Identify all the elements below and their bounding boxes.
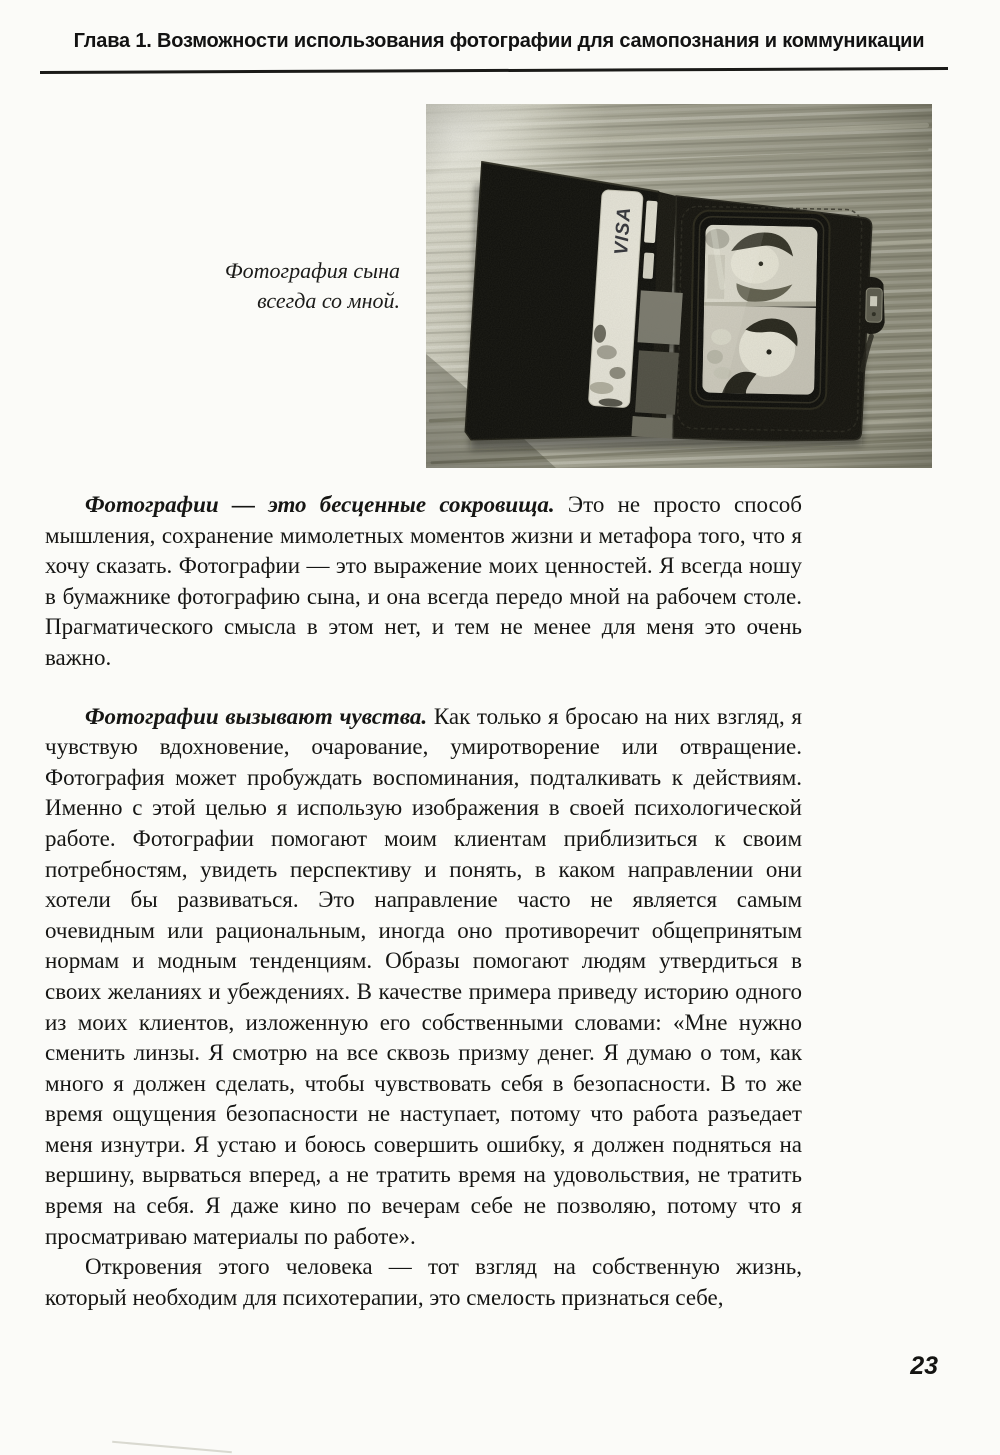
page-number: 23 [910,1352,938,1380]
figure-caption [45,256,400,316]
figure-caption-line2: всегда со мной. [257,288,400,313]
paragraph-1-text: Это не просто способ мышления, сохранение мимолетных моментов жизни и метафора того, что я хочу сказать. Фотографии — это выражение моих ценностей. Я всегда ношу в бумажнике фотографию сына, и она всегда передо мной на рабочем столе. Прагматического смысла в этом нет, и тем не менее для меня это очень важно. [45,492,802,670]
wallet-photo [426,104,932,468]
paragraph-3-text: Откровения этого человека — тот взгляд на собственную жизнь, который необходим для психотерапии, это смелость признаться себе, [45,1254,802,1310]
figure-caption-line1: Фотография сына [224,258,400,283]
paragraph-3 [45,1252,802,1313]
scan-artifact [112,1441,232,1453]
chapter-header: Глава 1. Возможности использования фотографии для самопознания и коммуникации [73,30,925,52]
paragraph-2 [45,702,802,1253]
wallet-photo-illustration [426,104,932,468]
body-text [45,490,802,1313]
paragraph-2-lead: Фотографии вызывают чувства. [85,703,428,729]
header-rule [40,67,948,74]
paragraph-1-lead: Фотографии — это бесценные сокровища. [85,492,555,517]
paragraph-1 [45,490,802,674]
paragraph-2-text: Как только я бросаю на них взгляд, я чувствую вдохновение, очарование, умиротворение или отвращение. Фотография может пробуждать воспоминания, подталкивать к действиям. Именно с этой целью я использую изображения в своей психологической работе. Фотографии помогают моим клиентам приблизиться к своим потребностям, увидеть перспективу и понять, в каком направлении они хотели бы развиваться. Это направление часто не является самым очевидным или рациональным, иногда оно противоречит общепринятым нормам и модным тенденциям. Образы помогают людям утвердиться в своих желаниях и убеждениях. В качестве примера приведу историю одного из моих клиентов, изложенную его собственными словами: «Мне нужно сменить линзы. Я смотрю на все сквозь призму денег. Я думаю о том, как много я должен сделать, чтобы чувствовать себя в безопасности. В то же время ощущения безопасности не наступает, потому что работа разъедает меня изнутри. Я устаю и боюсь совершить ошибку, я должен подняться на вершину, вырваться вперед, а не тратить время на удовольствия, не тратить время на себя. Я даже кино по вечерам себе не позволяю, потому что я просматриваю материалы по работе». [45,703,802,1249]
